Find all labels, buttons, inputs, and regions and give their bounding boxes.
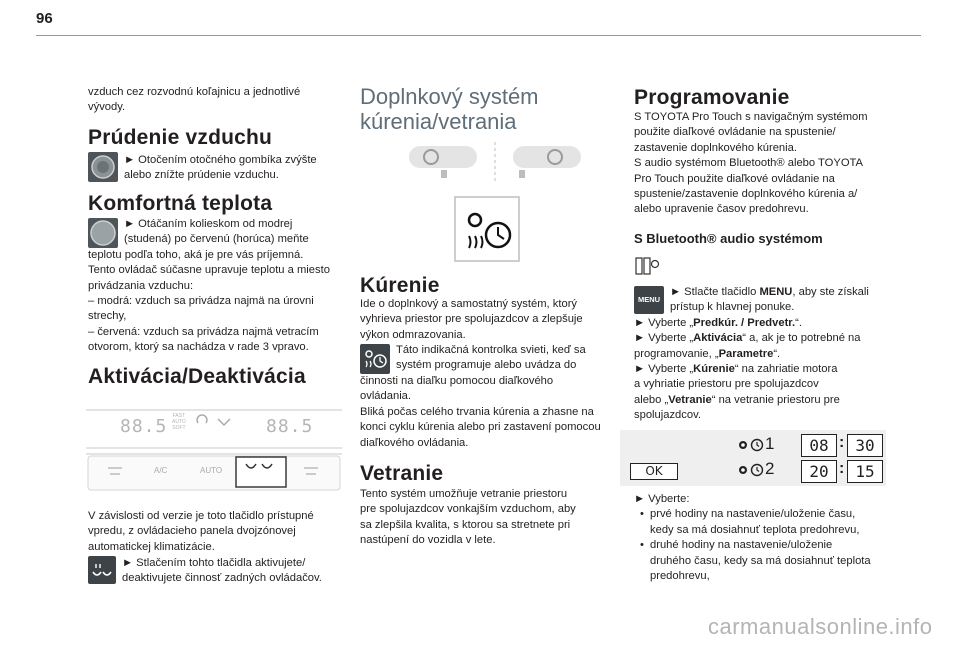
text-line: prvé hodiny na nastavenie/uloženie času, xyxy=(650,508,856,521)
intro-text xyxy=(88,85,358,116)
text: “ na zahriatie motora xyxy=(734,363,838,376)
text-line: pre spolujazdcov vonkajším vzduchom, aby xyxy=(360,503,576,516)
fan-knob-icon xyxy=(88,152,118,182)
text-bold: Aktivácia xyxy=(693,332,743,345)
bluetooth-subtitle: S Bluetooth® audio systémom xyxy=(634,231,823,246)
rear-controls-button-icon xyxy=(88,556,116,584)
activation-text xyxy=(88,509,368,555)
text-line: Tento ovládač súčasne upravuje teplotu a miesto xyxy=(88,264,330,277)
text-line: diaľkového ovládania. xyxy=(360,436,469,449)
time-separator: : xyxy=(839,460,845,477)
text-line: ► Otáčaním kolieskom od modrej xyxy=(124,218,293,230)
text-line: Pro Touch použite diaľkové ovládanie na xyxy=(634,172,835,185)
text: , aby ste získali xyxy=(792,286,869,298)
climate-panel-illustration xyxy=(86,402,342,492)
text-line: použite diaľkové ovládanie na spustenie/ xyxy=(634,126,836,139)
title-line: Doplnkový systém xyxy=(360,84,539,109)
step-4-cont xyxy=(634,393,904,408)
airflow-text xyxy=(124,153,364,184)
text-line: vzduch cez rozvodnú koľajnicu a jednotlivé xyxy=(88,86,301,98)
text: ► Stlačte tlačidlo xyxy=(670,286,760,298)
clock-2-minutes[interactable]: 15 xyxy=(847,460,883,483)
text: “. xyxy=(795,316,802,329)
text-line: ► Stlačením tohto tlačidla aktivujete/ xyxy=(122,557,306,569)
text: programovanie, „ xyxy=(634,347,719,360)
time-separator: : xyxy=(839,434,845,451)
programming-text xyxy=(634,110,904,218)
clock-2-hours[interactable]: 20 xyxy=(801,460,837,483)
text-line: automatickej klimatizácie. xyxy=(88,540,215,553)
select-list xyxy=(634,492,904,584)
text-line: kedy sa má dosiahnuť teplota predohrevu, xyxy=(650,523,860,536)
text-line: vpredu, z ovládacieho panela dvojzónovej xyxy=(88,525,296,538)
heating-text-2 xyxy=(360,374,625,451)
text-line: predohrevu, xyxy=(650,570,710,583)
step-1 xyxy=(634,285,904,300)
text-line: systém programuje alebo uvádza do xyxy=(396,359,577,372)
text-line: Táto indikačná kontrolka svieti, keď sa xyxy=(396,344,586,356)
heating-icon-text xyxy=(396,343,626,374)
clock-2-label: 2 xyxy=(765,459,775,478)
text-line: teplotu podľa toho, aká je pre vás príjemná. xyxy=(88,248,304,261)
text-line: alebo znížte prúdenie vzduchu. xyxy=(124,169,279,182)
text-line: spolujazdcov. xyxy=(634,409,701,422)
bullet-dot: • xyxy=(640,508,644,521)
text-line: vývody. xyxy=(88,101,126,114)
watermark: carmanualsonline.info xyxy=(708,614,933,639)
menu-icon-label: MENU xyxy=(637,295,661,304)
text-line: (studená) po červenú (horúca) meňte xyxy=(124,233,309,246)
step-3-cont xyxy=(634,347,904,362)
clock-1-hours[interactable]: 08 xyxy=(801,434,837,457)
text-line: nastúpení do vozidla v lete. xyxy=(360,534,496,547)
temp-left-display: 88.5 xyxy=(120,416,168,437)
text: “ a, ak je to potrebné na xyxy=(742,332,861,345)
page-number: 96 xyxy=(36,10,53,27)
section-title-airflow: Prúdenie vzduchu xyxy=(88,126,273,149)
section-title-comfort: Komfortná teplota xyxy=(88,192,273,215)
text-bold: Predkúr. / Predvetr. xyxy=(693,316,796,329)
heater-location-illustration xyxy=(405,138,585,188)
text-line: a vyhriatie priestoru pre spolujazdcov xyxy=(634,378,819,391)
step-4 xyxy=(634,362,904,377)
section-title-programming: Programovanie xyxy=(634,86,790,109)
text: ► Vyberte „ xyxy=(634,363,694,376)
text-line: ► Vyberte: xyxy=(634,493,690,505)
step-3 xyxy=(634,331,904,346)
auto-button[interactable]: AUTO xyxy=(200,466,223,475)
text-line: vyhrieva priestor pre spolujazdcov a zlepšuje xyxy=(360,313,583,326)
section-title-ventilation: Vetranie xyxy=(360,462,444,485)
title-line: kúrenia/vetrania xyxy=(360,109,517,134)
text-line: spustenie/zastavenie doplnkového kúrenia a/ xyxy=(634,188,858,201)
clock-1-label: 1 xyxy=(765,434,775,453)
heater-indicator-illustration xyxy=(454,196,520,262)
text-line: druhého času, kedy sa má dosiahnuť teplota xyxy=(650,554,871,567)
section-title-activation: Aktivácia/Deaktivácia xyxy=(88,365,306,388)
text-line: výkon odmrazovania. xyxy=(360,328,466,341)
heater-warning-light-icon xyxy=(360,344,390,374)
mode-line: SOFT xyxy=(172,425,186,431)
text-line: S audio systémom Bluetooth® alebo TOYOTA xyxy=(634,157,863,170)
timer-display-illustration xyxy=(620,430,886,486)
text-line: druhé hodiny na nastavenie/uloženie xyxy=(650,539,833,552)
text: “. xyxy=(773,347,781,360)
heating-text xyxy=(360,297,620,343)
mode-line: FAST xyxy=(172,413,186,419)
step-2 xyxy=(634,316,904,331)
text-line: privádzania vzduchu: xyxy=(88,279,194,292)
ac-button[interactable]: A/C xyxy=(154,466,168,475)
section-title-heating: Kúrenie xyxy=(360,274,440,297)
mode-display xyxy=(172,413,186,431)
text-line: činnosti na diaľku pomocou diaľkového xyxy=(360,375,554,387)
comfort-text xyxy=(88,217,370,356)
mode-line: AUTO xyxy=(172,419,186,425)
section-title-auxiliary xyxy=(360,84,539,134)
text-bold: Parametre xyxy=(718,347,774,360)
text-line: prístup k hlavnej ponuke. xyxy=(670,301,795,314)
header-rule xyxy=(36,35,921,36)
text-bold: Vetranie xyxy=(668,393,712,406)
text-line: deaktivujete činnosť zadných ovládačov. xyxy=(122,572,322,585)
text: ► Vyberte „ xyxy=(634,332,694,345)
text-line: sa zlepšila kvalita, s ktorou sa stretnete pri xyxy=(360,518,571,531)
clock-1-minutes[interactable]: 30 xyxy=(847,434,883,457)
text: ► Vyberte „ xyxy=(634,316,694,329)
text-line: otvorom, ktorý sa nachádza v rade 3 vpravo. xyxy=(88,341,309,354)
text-line: Bliká počas celého trvania kúrenia a zhasne na xyxy=(360,405,594,418)
text-line: Ide o doplnkový a samostatný systém, ktorý xyxy=(360,298,578,310)
text-line: – červená: vzduch sa privádza najmä vetracím xyxy=(88,325,319,338)
temp-right-display: 88.5 xyxy=(266,416,314,437)
car-settings-icon xyxy=(634,256,660,276)
text-line: zastavenie doplnkového kúrenia. xyxy=(634,141,797,154)
ok-button[interactable]: OK xyxy=(630,463,678,480)
text-line: S TOYOTA Pro Touch s navigačným systémom xyxy=(634,111,868,123)
text-line: ► Otočením otočného gombíka zvýšte xyxy=(124,154,317,166)
bullet-item xyxy=(634,507,904,538)
text-line: alebo upravenie časov predohrevu. xyxy=(634,203,809,216)
bullet-item xyxy=(634,538,904,584)
text: “ na vetranie priestoru pre xyxy=(711,393,840,406)
text-line: ovládania. xyxy=(360,390,412,403)
bluetooth-steps xyxy=(634,285,904,424)
text-bold: MENU xyxy=(759,286,793,298)
text-bold: Kúrenie xyxy=(693,363,735,376)
text-line: strechy, xyxy=(88,310,127,323)
text-line: konci cyklu kúrenia alebo pri zastavení pomocou xyxy=(360,421,601,434)
activation-icon-text xyxy=(122,556,362,587)
text-line: Tento systém umožňuje vetranie priestoru xyxy=(360,488,568,500)
text-line: – modrá: vzduch sa privádza najmä na úrovni xyxy=(88,295,314,308)
text: alebo „ xyxy=(634,393,669,406)
bullet-dot: • xyxy=(640,539,644,552)
ventilation-text xyxy=(360,487,620,549)
text-line: V závislosti od verzie je toto tlačidlo prístupné xyxy=(88,510,314,522)
